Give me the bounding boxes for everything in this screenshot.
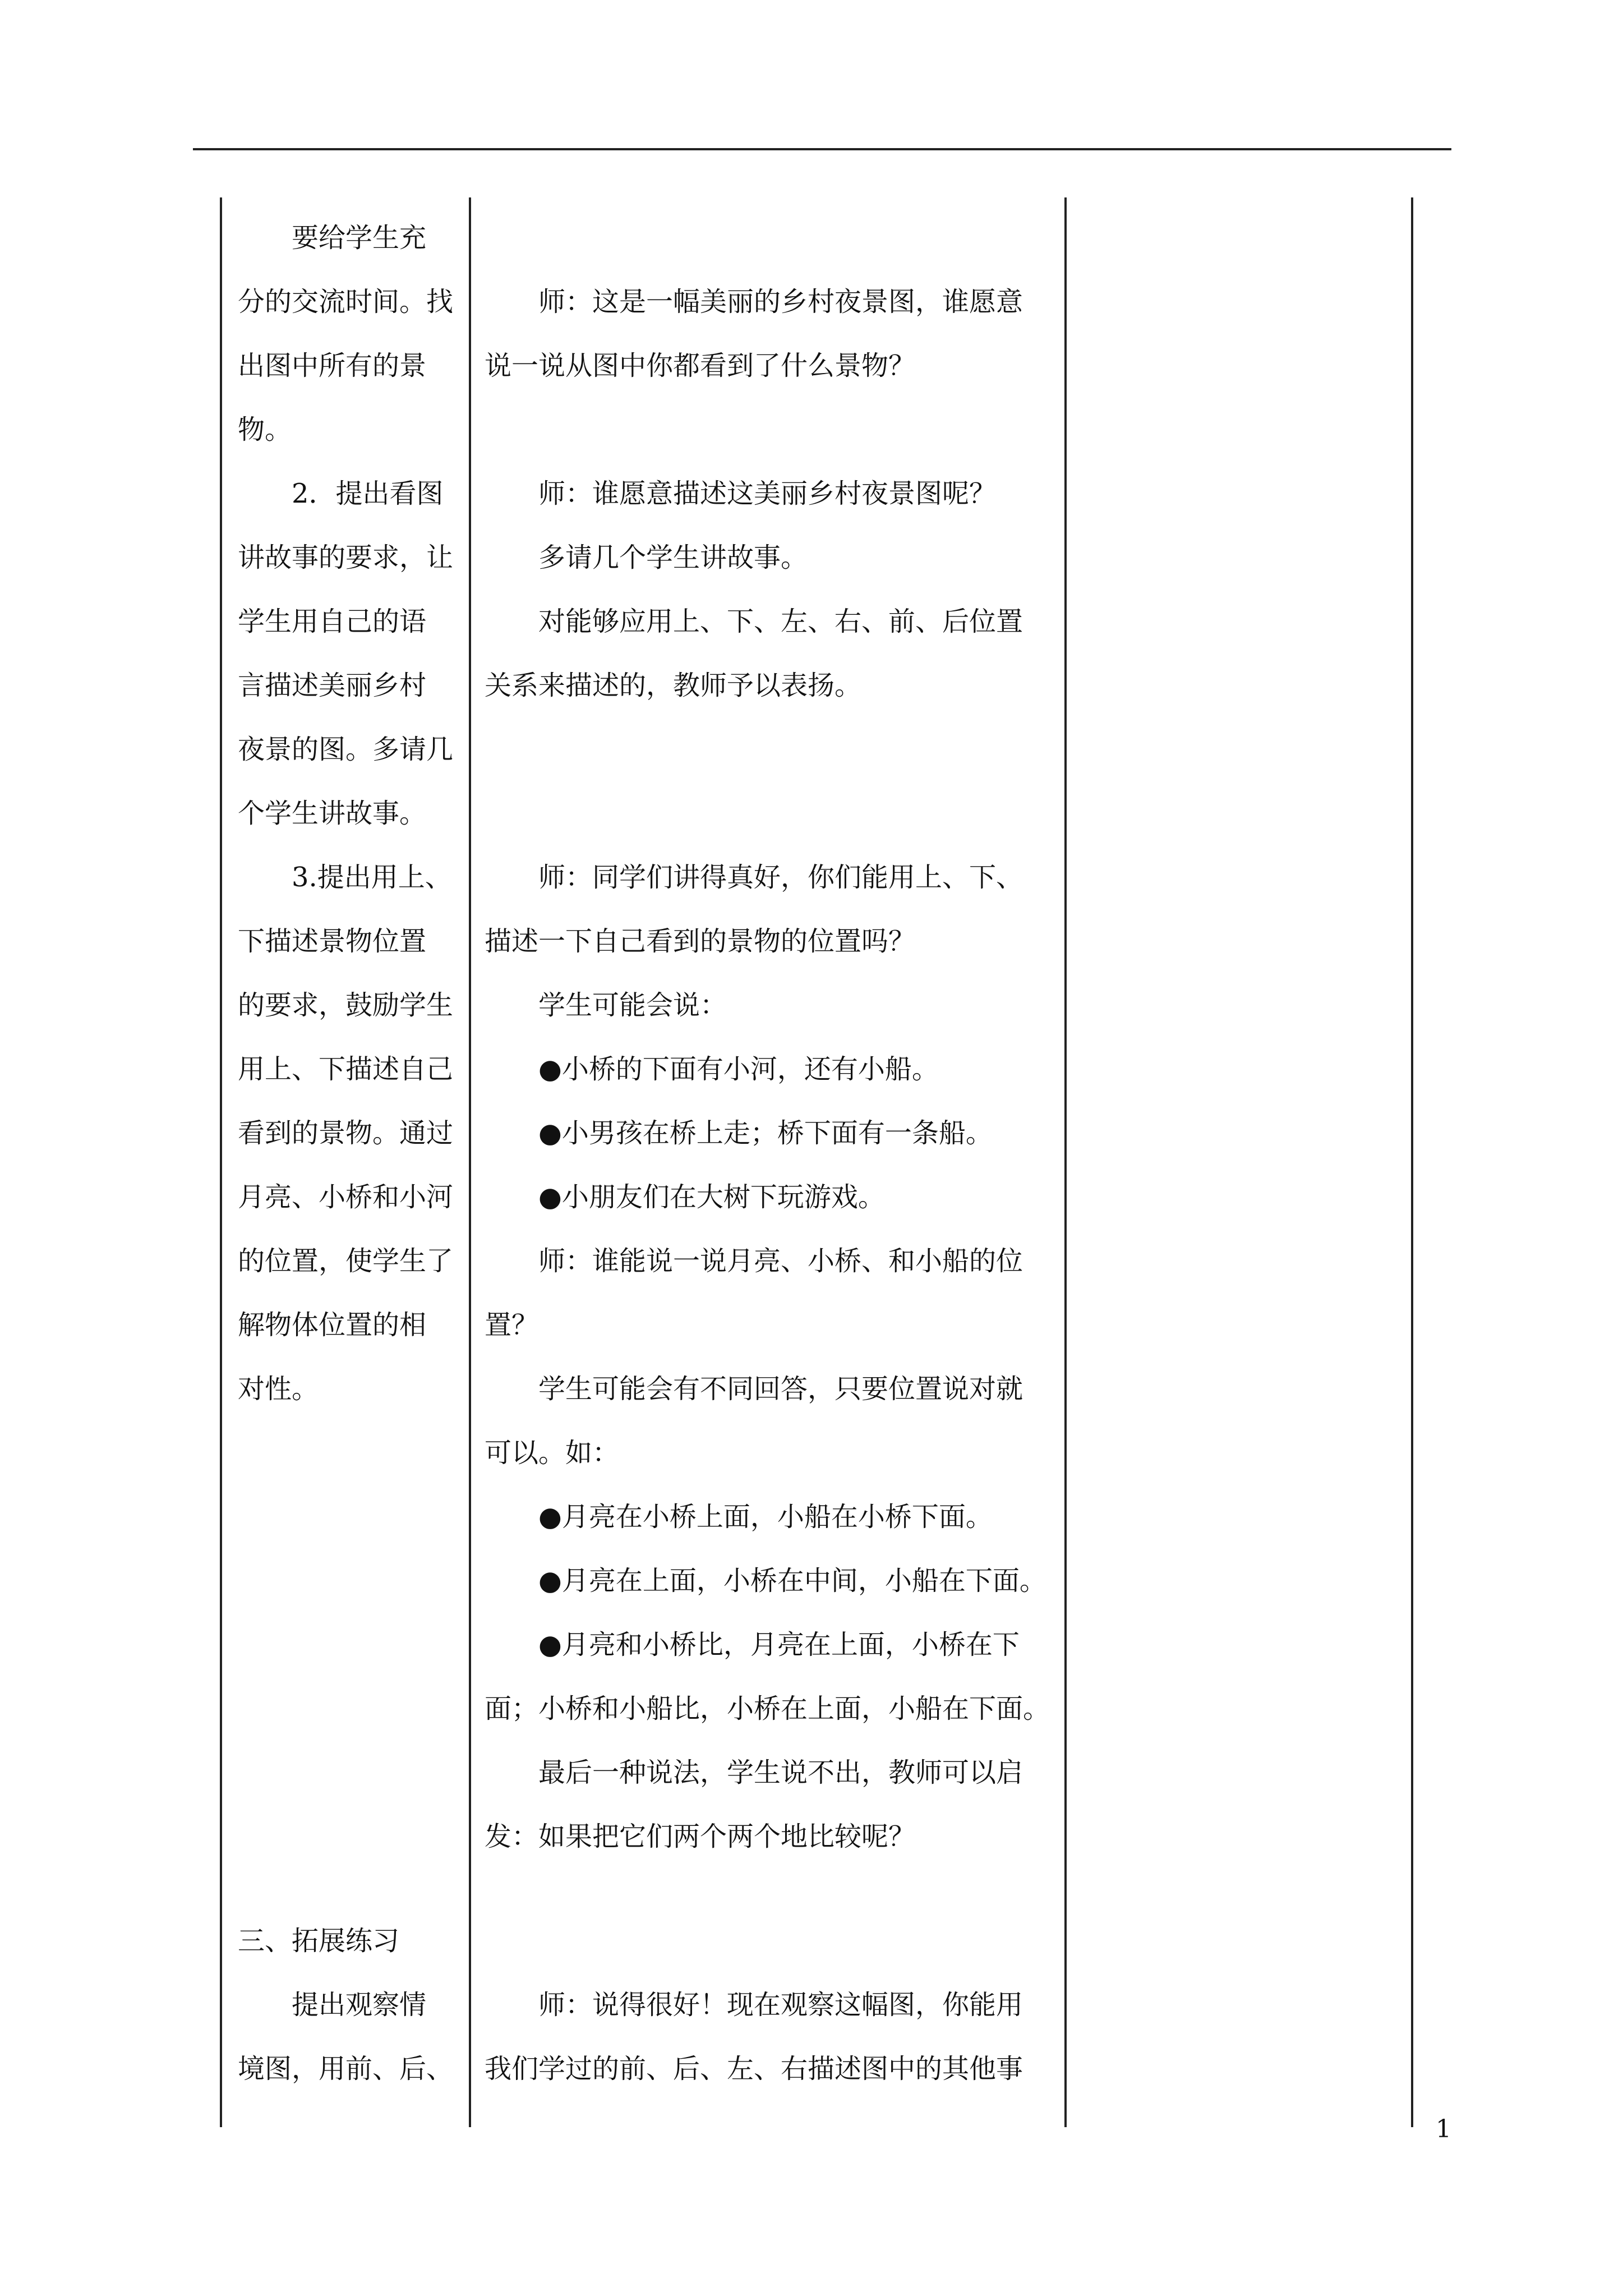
table-border-col1 [469,197,471,2127]
text-line: 分的交流时间。找 [238,286,454,318]
text-line: 出图中所有的景 [238,350,427,381]
bullet-line: ●月亮和小桥比，月亮在上面，小桥在下 [485,1629,1020,1660]
text-line: 说一说从图中你都看到了什么景物？ [485,350,916,381]
text-line: 言描述美丽乡村 [238,670,427,701]
table-border-right [1411,197,1413,2127]
table-border-col2 [1064,197,1067,2127]
text-line: 师：谁能说一说月亮、小桥、和小船的位 [485,1245,1023,1277]
text-line: 对性。 [238,1373,319,1405]
text-line: 学生用自己的语 [238,606,427,637]
text-line: 2．提出看图 [238,478,444,509]
text-line: 个学生讲故事。 [238,798,427,829]
text-line: 多请几个学生讲故事。 [485,542,808,573]
text-line: 我们学过的前、后、左、右描述图中的其他事 [485,2053,1023,2085]
text-line: 3.提出用上、 [238,862,452,893]
text-line: 发：如果把它们两个两个地比较呢？ [485,1821,916,1852]
text-line: 下描述景物位置 [238,926,427,957]
page-number: 1 [1436,2115,1451,2143]
text-line: 面；小桥和小船比，小桥在上面，小船在下面。 [485,1693,1050,1724]
text-line: 的位置，使学生了 [238,1245,454,1277]
text-line: 讲故事的要求，让 [238,542,454,573]
bullet-line: ●小朋友们在大树下玩游戏。 [485,1181,885,1213]
section-heading: 三、拓展练习 [238,1925,400,1957]
text-line: 师：说得很好！现在观察这幅图，你能用 [485,1989,1023,2021]
bullet-line: ●月亮在上面，小桥在中间，小船在下面。 [485,1565,1046,1596]
text-line: 用上、下描述自己 [238,1053,454,1085]
text-line: 师：这是一幅美丽的乡村夜景图，谁愿意 [485,286,1023,318]
text-line: 看到的景物。通过 [238,1117,454,1149]
text-line: 可以。如： [485,1437,620,1469]
text-line: 月亮、小桥和小河 [238,1181,454,1213]
text-line: 境图，用前、后、 [238,2053,454,2085]
bullet-line: ●小男孩在桥上走；桥下面有一条船。 [485,1117,993,1149]
text-line: 师：谁愿意描述这美丽乡村夜景图呢？ [485,478,997,509]
text-line: 师：同学们讲得真好，你们能用上、下、 [485,862,1023,893]
table-border-left [220,197,222,2127]
text-line: 学生可能会有不同回答，只要位置说对就 [485,1373,1023,1405]
text-line: 关系来描述的，教师予以表扬。 [485,670,862,701]
header-rule [193,148,1451,150]
bullet-line: ●小桥的下面有小河，还有小船。 [485,1053,939,1085]
text-line: 最后一种说法，学生说不出，教师可以启 [485,1757,1023,1788]
text-line: 对能够应用上、下、左、右、前、后位置 [485,606,1023,637]
text-line: 置？ [485,1309,539,1341]
text-line: 物。 [238,414,292,445]
text-line: 的要求，鼓励学生 [238,990,454,1021]
text-line: 要给学生充 [238,222,427,254]
text-line: 解物体位置的相 [238,1309,427,1341]
text-line: 夜景的图。多请几 [238,734,454,765]
text-line: 学生可能会说： [485,990,727,1021]
bullet-line: ●月亮在小桥上面，小船在小桥下面。 [485,1501,993,1533]
text-line: 描述一下自己看到的景物的位置吗？ [485,926,916,957]
text-line: 提出观察情 [238,1989,427,2021]
